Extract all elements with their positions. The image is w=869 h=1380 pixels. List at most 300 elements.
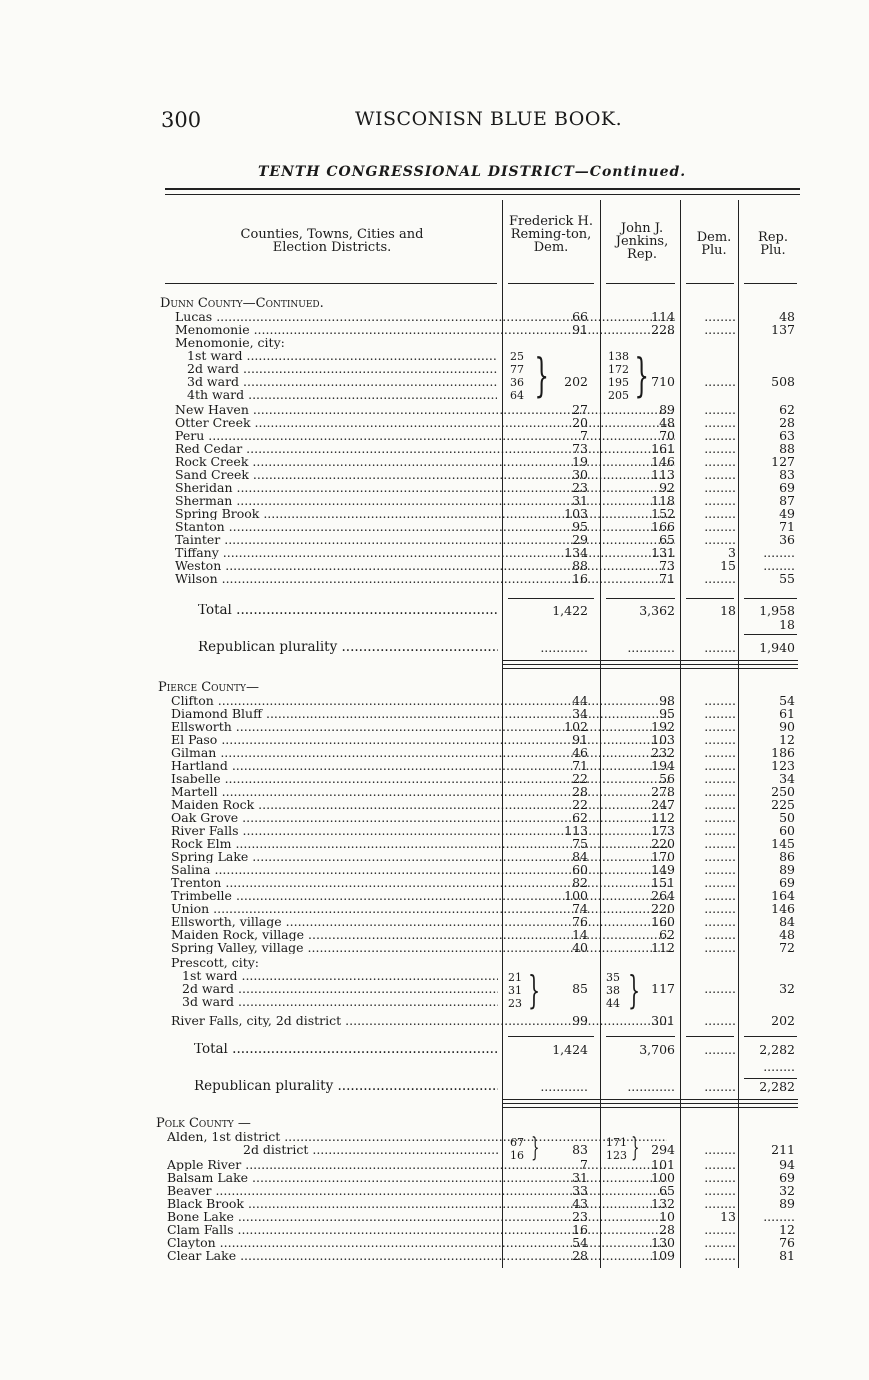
row-dem-plu: 3 (728, 545, 736, 560)
row-dem-plu: ........ (704, 888, 736, 903)
table-row (0, 559, 869, 572)
row-name: Alden, 1st district ..... (167, 1130, 667, 1143)
row-name: Tainter ..... (175, 533, 675, 546)
row-dem-plu: ........ (704, 940, 736, 955)
row-name: Weston ..... (175, 559, 675, 572)
total-row (0, 604, 869, 617)
row-dem: 34 (572, 706, 588, 721)
row-dem-plu: ........ (704, 571, 736, 586)
ward-dem-values: 25 77 36 64 (510, 350, 524, 402)
row-rep: 95 (659, 706, 675, 721)
table-row (0, 1130, 869, 1143)
row-name: Isabelle ..... (171, 772, 671, 785)
table-row (0, 455, 869, 468)
total-dem: 1,424 (552, 1042, 588, 1057)
row-dem: 19 (572, 454, 588, 469)
row-dem-plu: ........ (704, 862, 736, 877)
table-row (0, 403, 869, 416)
row-dem: 103 (564, 506, 588, 521)
table-row (0, 902, 869, 915)
row-rep-plu: 211 (771, 1142, 795, 1157)
row-dem: 83 (572, 1142, 588, 1157)
total-rule (606, 598, 675, 599)
table-row (0, 546, 869, 559)
row-rep: 56 (659, 771, 675, 786)
row-name: Menomonie ..... (175, 323, 675, 336)
row-dem: 22 (572, 771, 588, 786)
row-dem-plu: ........ (704, 519, 736, 534)
total-label: Total ..... (198, 604, 498, 617)
row-dem-plu: ........ (704, 693, 736, 708)
row-dem-plu: ........ (704, 1222, 736, 1237)
row-rep-plu: 49 (779, 506, 795, 521)
ward-dem-values: 21 31 23 (508, 971, 522, 1010)
table-row (0, 1249, 869, 1262)
row-rep: 130 (651, 1235, 675, 1250)
dunn-county-heading: Dunn County—Continued. (160, 296, 324, 311)
row-dem: 91 (572, 732, 588, 747)
total-rule (686, 1036, 734, 1037)
table-row (0, 481, 869, 494)
total-rule (606, 1036, 675, 1037)
row-name: Menomonie, city: (175, 336, 285, 349)
total-dem-plu: 18 (720, 603, 736, 618)
total-rep: 3,362 (639, 603, 675, 618)
row-rep-plu: 34 (779, 771, 795, 786)
table-row (0, 310, 869, 323)
row-rep: 131 (651, 545, 675, 560)
row-dem-plu: ........ (704, 758, 736, 773)
row-rep-plu: 164 (771, 888, 795, 903)
row-dem: 46 (572, 745, 588, 760)
row-dem-plu: ........ (704, 1235, 736, 1250)
plurality-label: Republican plurality ..... (194, 1080, 498, 1093)
row-dem: 113 (564, 823, 588, 838)
plurality-dem: ............ (540, 640, 588, 655)
row-rep: 278 (651, 784, 675, 799)
row-rep-plu: 81 (779, 1248, 795, 1263)
row-dem-plu: ........ (704, 1142, 736, 1157)
table-row (0, 811, 869, 824)
row-rep-plu: 250 (771, 784, 795, 799)
header-rule-c3 (686, 283, 734, 284)
row-name: Salina ..... (171, 863, 671, 876)
row-rep-plu: 60 (779, 823, 795, 838)
row-rep: 152 (651, 506, 675, 521)
brace-icon: } (528, 968, 541, 1012)
row-dem-plu: ........ (704, 836, 736, 851)
row-name: El Paso ..... (171, 733, 671, 746)
row-name: Rock Elm ..... (171, 837, 671, 850)
total-row-2 (0, 1060, 869, 1073)
row-dem: 7 (580, 1157, 588, 1172)
row-rep: 192 (651, 719, 675, 734)
total-rule (744, 598, 797, 599)
row-rep: 264 (651, 888, 675, 903)
table-row (0, 1014, 869, 1027)
row-rep: 170 (651, 849, 675, 864)
table-row (0, 772, 869, 785)
row-dem: 31 (572, 1170, 588, 1185)
row-dem: 202 (564, 374, 588, 389)
row-dem-plu: ........ (704, 823, 736, 838)
row-rep-plu: 71 (779, 519, 795, 534)
row-rep: 100 (651, 1170, 675, 1185)
table-row (0, 995, 869, 1008)
row-dem-plu: ........ (704, 1248, 736, 1263)
brace-icon: } (531, 1133, 540, 1163)
pierce-county-heading: Pierce County— (158, 680, 259, 695)
row-name: Stanton ..... (175, 520, 675, 533)
row-name: 3d ward ..... (187, 375, 497, 388)
double-rule (502, 1103, 798, 1104)
row-rep-plu: 48 (779, 309, 795, 324)
row-rep-plu: 202 (771, 1013, 795, 1028)
table-row (0, 733, 869, 746)
row-dem: 84 (572, 849, 588, 864)
row-rep: 103 (651, 732, 675, 747)
row-rep-plu: 48 (779, 927, 795, 942)
row-dem: 23 (572, 480, 588, 495)
row-name: 2d ward ..... (187, 362, 497, 375)
row-rep: 118 (651, 493, 675, 508)
total-rule (744, 1036, 797, 1037)
row-rep: 70 (659, 428, 675, 443)
row-rep: 194 (651, 758, 675, 773)
row-dem-plu: ........ (704, 374, 736, 389)
plurality-rep: ............ (627, 1079, 675, 1094)
table-row (0, 824, 869, 837)
row-dem: 134 (564, 545, 588, 560)
brace-icon: } (628, 968, 641, 1012)
row-dem-plu: ........ (704, 901, 736, 916)
page-number: 300 (161, 108, 202, 132)
row-rep: 151 (651, 875, 675, 890)
row-dem: 54 (572, 1235, 588, 1250)
row-name: Balsam Lake ..... (167, 1171, 667, 1184)
row-dem-plu: ........ (704, 322, 736, 337)
row-name: Tiffany ..... (175, 546, 675, 559)
row-dem-plu: ........ (704, 480, 736, 495)
row-rep-plu: 94 (779, 1157, 795, 1172)
row-dem: 75 (572, 836, 588, 851)
row-dem: 73 (572, 441, 588, 456)
total-dem: 1,422 (552, 603, 588, 618)
row-rep: 117 (651, 981, 675, 996)
row-dem: 60 (572, 862, 588, 877)
table-row (0, 494, 869, 507)
table-row (0, 1143, 869, 1156)
row-dem-plu: ........ (704, 493, 736, 508)
row-dem: 16 (572, 1222, 588, 1237)
row-name: Spring Brook ..... (175, 507, 675, 520)
row-rep: 228 (651, 322, 675, 337)
row-rep: 112 (651, 940, 675, 955)
table-row (0, 375, 869, 388)
total-rep-plu-2: ........ (763, 1059, 795, 1074)
row-rep-plu: 123 (771, 758, 795, 773)
plurality-rep-plu: 2,282 (759, 1079, 795, 1094)
row-dem-plu: ........ (704, 1196, 736, 1211)
row-dem: 14 (572, 927, 588, 942)
row-dem: 16 (572, 571, 588, 586)
row-name: Clayton ..... (167, 1236, 667, 1249)
row-rep: 112 (651, 810, 675, 825)
row-name: Black Brook ..... (167, 1197, 667, 1210)
row-rep-plu: 145 (771, 836, 795, 851)
row-dem: 66 (572, 309, 588, 324)
table-row (0, 1184, 869, 1197)
row-name: Clifton ..... (171, 694, 671, 707)
col-header-dem-plu: Dem. Plu. (696, 230, 732, 258)
row-dem-plu: ........ (704, 784, 736, 799)
row-rep: 149 (651, 862, 675, 877)
row-dem-plu: ........ (704, 875, 736, 890)
total-label: Total ..... (194, 1043, 498, 1056)
table-row (0, 533, 869, 546)
row-name: Maiden Rock, village ..... (171, 928, 671, 941)
row-name: Martell ..... (171, 785, 671, 798)
row-rep-plu: 89 (779, 1196, 795, 1211)
ward-dem-values: 67 16 (510, 1136, 524, 1162)
row-dem: 29 (572, 532, 588, 547)
row-rep-plu: 63 (779, 428, 795, 443)
table-row (0, 520, 869, 533)
table-row (0, 746, 869, 759)
table-row (0, 694, 869, 707)
row-dem: 30 (572, 467, 588, 482)
row-dem: 71 (572, 758, 588, 773)
row-dem: 27 (572, 402, 588, 417)
double-rule (502, 1099, 798, 1100)
table-row (0, 1210, 869, 1223)
row-dem-plu: ........ (704, 771, 736, 786)
table-row (0, 969, 869, 982)
table-row (0, 956, 869, 969)
row-dem: 20 (572, 415, 588, 430)
double-rule (502, 660, 798, 661)
header-rule-c4 (744, 283, 797, 284)
table-row (0, 442, 869, 455)
table-row (0, 785, 869, 798)
row-dem: 74 (572, 901, 588, 916)
row-rep: 301 (651, 1013, 675, 1028)
row-dem-plu: ........ (704, 402, 736, 417)
row-rep-plu: ........ (763, 558, 795, 573)
row-name: Sand Creek ..... (175, 468, 675, 481)
row-rep: 92 (659, 480, 675, 495)
row-dem: 88 (572, 558, 588, 573)
row-rep: 62 (659, 927, 675, 942)
row-rep-plu: 61 (779, 706, 795, 721)
row-rep-plu: 50 (779, 810, 795, 825)
row-rep-plu: 89 (779, 862, 795, 877)
row-rep-plu: ........ (763, 1209, 795, 1224)
row-name: Clear Lake ..... (167, 1249, 667, 1262)
table-row (0, 876, 869, 889)
row-name: 1st ward ..... (182, 969, 498, 982)
row-rep-plu: 32 (779, 1183, 795, 1198)
plurality-row (0, 1080, 869, 1093)
total-rule (508, 598, 594, 599)
total-rep-plu-2: 18 (779, 617, 795, 632)
table-row (0, 572, 869, 585)
row-rep-plu: 86 (779, 849, 795, 864)
row-dem-plu: ........ (704, 467, 736, 482)
row-rep-plu: 127 (771, 454, 795, 469)
brace-icon: } (634, 348, 649, 402)
row-name: Sheridan ..... (175, 481, 675, 494)
row-rep: 220 (651, 901, 675, 916)
plurality-rep: ............ (627, 640, 675, 655)
double-rule (502, 664, 798, 665)
row-dem: 22 (572, 797, 588, 812)
row-dem-plu: ........ (704, 981, 736, 996)
district-heading: TENTH CONGRESSIONAL DISTRICT—Continued. (258, 164, 687, 180)
ward-rep-values: 171 123 (606, 1136, 627, 1162)
row-rep: 101 (651, 1157, 675, 1172)
brace-icon: } (631, 1133, 640, 1163)
row-name: River Falls, city, 2d district ..... (171, 1014, 671, 1027)
row-rep-plu: 36 (779, 532, 795, 547)
row-dem: 44 (572, 693, 588, 708)
table-row (0, 349, 869, 362)
row-name: Hartland ..... (171, 759, 671, 772)
row-rep: 160 (651, 914, 675, 929)
book-title: WISCONISN BLUE BOOK. (355, 108, 623, 130)
row-dem: 100 (564, 888, 588, 903)
table-row (0, 863, 869, 876)
total-rep-plu: 1,958 (759, 603, 795, 618)
row-rep: 710 (651, 374, 675, 389)
row-rep-plu: 72 (779, 940, 795, 955)
row-name: 3d ward ..... (182, 995, 498, 1008)
row-rep-plu: 28 (779, 415, 795, 430)
row-name: Lucas ..... (175, 310, 675, 323)
row-rep-plu: 508 (771, 374, 795, 389)
row-rep: 146 (651, 454, 675, 469)
row-name: Oak Grove ..... (171, 811, 671, 824)
polk-county-heading: Polk County — (156, 1116, 251, 1131)
total-row-2 (0, 618, 869, 631)
row-dem-plu: ........ (704, 506, 736, 521)
row-name: Diamond Bluff ..... (171, 707, 671, 720)
total-row (0, 1043, 869, 1056)
row-dem: 7 (580, 428, 588, 443)
table-row (0, 915, 869, 928)
table-row (0, 1223, 869, 1236)
row-dem: 82 (572, 875, 588, 890)
row-rep-plu: 87 (779, 493, 795, 508)
plurality-dem-plu: ........ (704, 1079, 736, 1094)
row-rep-plu: 55 (779, 571, 795, 586)
row-dem-plu: ........ (704, 849, 736, 864)
table-row (0, 837, 869, 850)
row-rep: 98 (659, 693, 675, 708)
plurality-row (0, 641, 869, 654)
col-header-jenkins: John J. Jenkins, Rep. (615, 221, 669, 262)
row-dem: 40 (572, 940, 588, 955)
row-rep: 48 (659, 415, 675, 430)
plurality-label: Republican plurality ..... (198, 641, 498, 654)
row-rep: 247 (651, 797, 675, 812)
row-rep-plu: 84 (779, 914, 795, 929)
row-rep-plu: 90 (779, 719, 795, 734)
row-name: Bone Lake ..... (167, 1210, 667, 1223)
plurality-dem: ............ (540, 1079, 588, 1094)
row-rep-plu: 146 (771, 901, 795, 916)
row-dem: 99 (572, 1013, 588, 1028)
table-row (0, 707, 869, 720)
table-row (0, 1236, 869, 1249)
row-rep-plu: 69 (779, 875, 795, 890)
row-rep: 65 (659, 532, 675, 547)
row-name: Otter Creek ..... (175, 416, 675, 429)
row-dem: 102 (564, 719, 588, 734)
row-dem-plu: ........ (704, 719, 736, 734)
row-name: Apple River ..... (167, 1158, 667, 1171)
row-dem-plu: ........ (704, 914, 736, 929)
row-rep: 232 (651, 745, 675, 760)
row-rep: 220 (651, 836, 675, 851)
row-name: Beaver ..... (167, 1184, 667, 1197)
row-dem: 28 (572, 1248, 588, 1263)
row-dem-plu: ........ (704, 428, 736, 443)
table-row (0, 982, 869, 995)
total-dem-plu: ........ (704, 1042, 736, 1057)
row-dem: 28 (572, 784, 588, 799)
table-row (0, 507, 869, 520)
row-rep: 132 (651, 1196, 675, 1211)
row-name: Maiden Rock ..... (171, 798, 671, 811)
row-name: Trimbelle ..... (171, 889, 671, 902)
row-rep-plu: ........ (763, 545, 795, 560)
row-name: Rock Creek ..... (175, 455, 675, 468)
header-rule-name (165, 283, 497, 284)
row-rep: 173 (651, 823, 675, 838)
row-rep: 114 (651, 309, 675, 324)
row-dem: 91 (572, 322, 588, 337)
row-dem: 23 (572, 1209, 588, 1224)
row-dem-plu: ........ (704, 1013, 736, 1028)
row-dem-plu: ........ (704, 732, 736, 747)
row-dem-plu: ........ (704, 1183, 736, 1198)
plurality-rule (744, 634, 797, 635)
table-row (0, 1197, 869, 1210)
row-dem: 43 (572, 1196, 588, 1211)
row-dem-plu: ........ (704, 706, 736, 721)
ward-rep-values: 138 172 195 205 (608, 350, 629, 402)
row-name: Wilson ..... (175, 572, 675, 585)
row-rep: 161 (651, 441, 675, 456)
table-row (0, 720, 869, 733)
row-name: 2d district ..... (243, 1143, 498, 1156)
row-name: Prescott, city: (171, 956, 260, 969)
row-rep: 73 (659, 558, 675, 573)
row-dem-plu: ........ (704, 415, 736, 430)
row-name: Union ..... (171, 902, 671, 915)
row-name: Red Cedar ..... (175, 442, 675, 455)
row-name: Ellsworth ..... (171, 720, 671, 733)
table-row (0, 759, 869, 772)
row-rep-plu: 32 (779, 981, 795, 996)
row-dem: 85 (572, 981, 588, 996)
row-dem-plu: 15 (720, 558, 736, 573)
plurality-rep-plu: 1,940 (759, 640, 795, 655)
row-rep-plu: 137 (771, 322, 795, 337)
row-dem: 76 (572, 914, 588, 929)
table-row (0, 429, 869, 442)
